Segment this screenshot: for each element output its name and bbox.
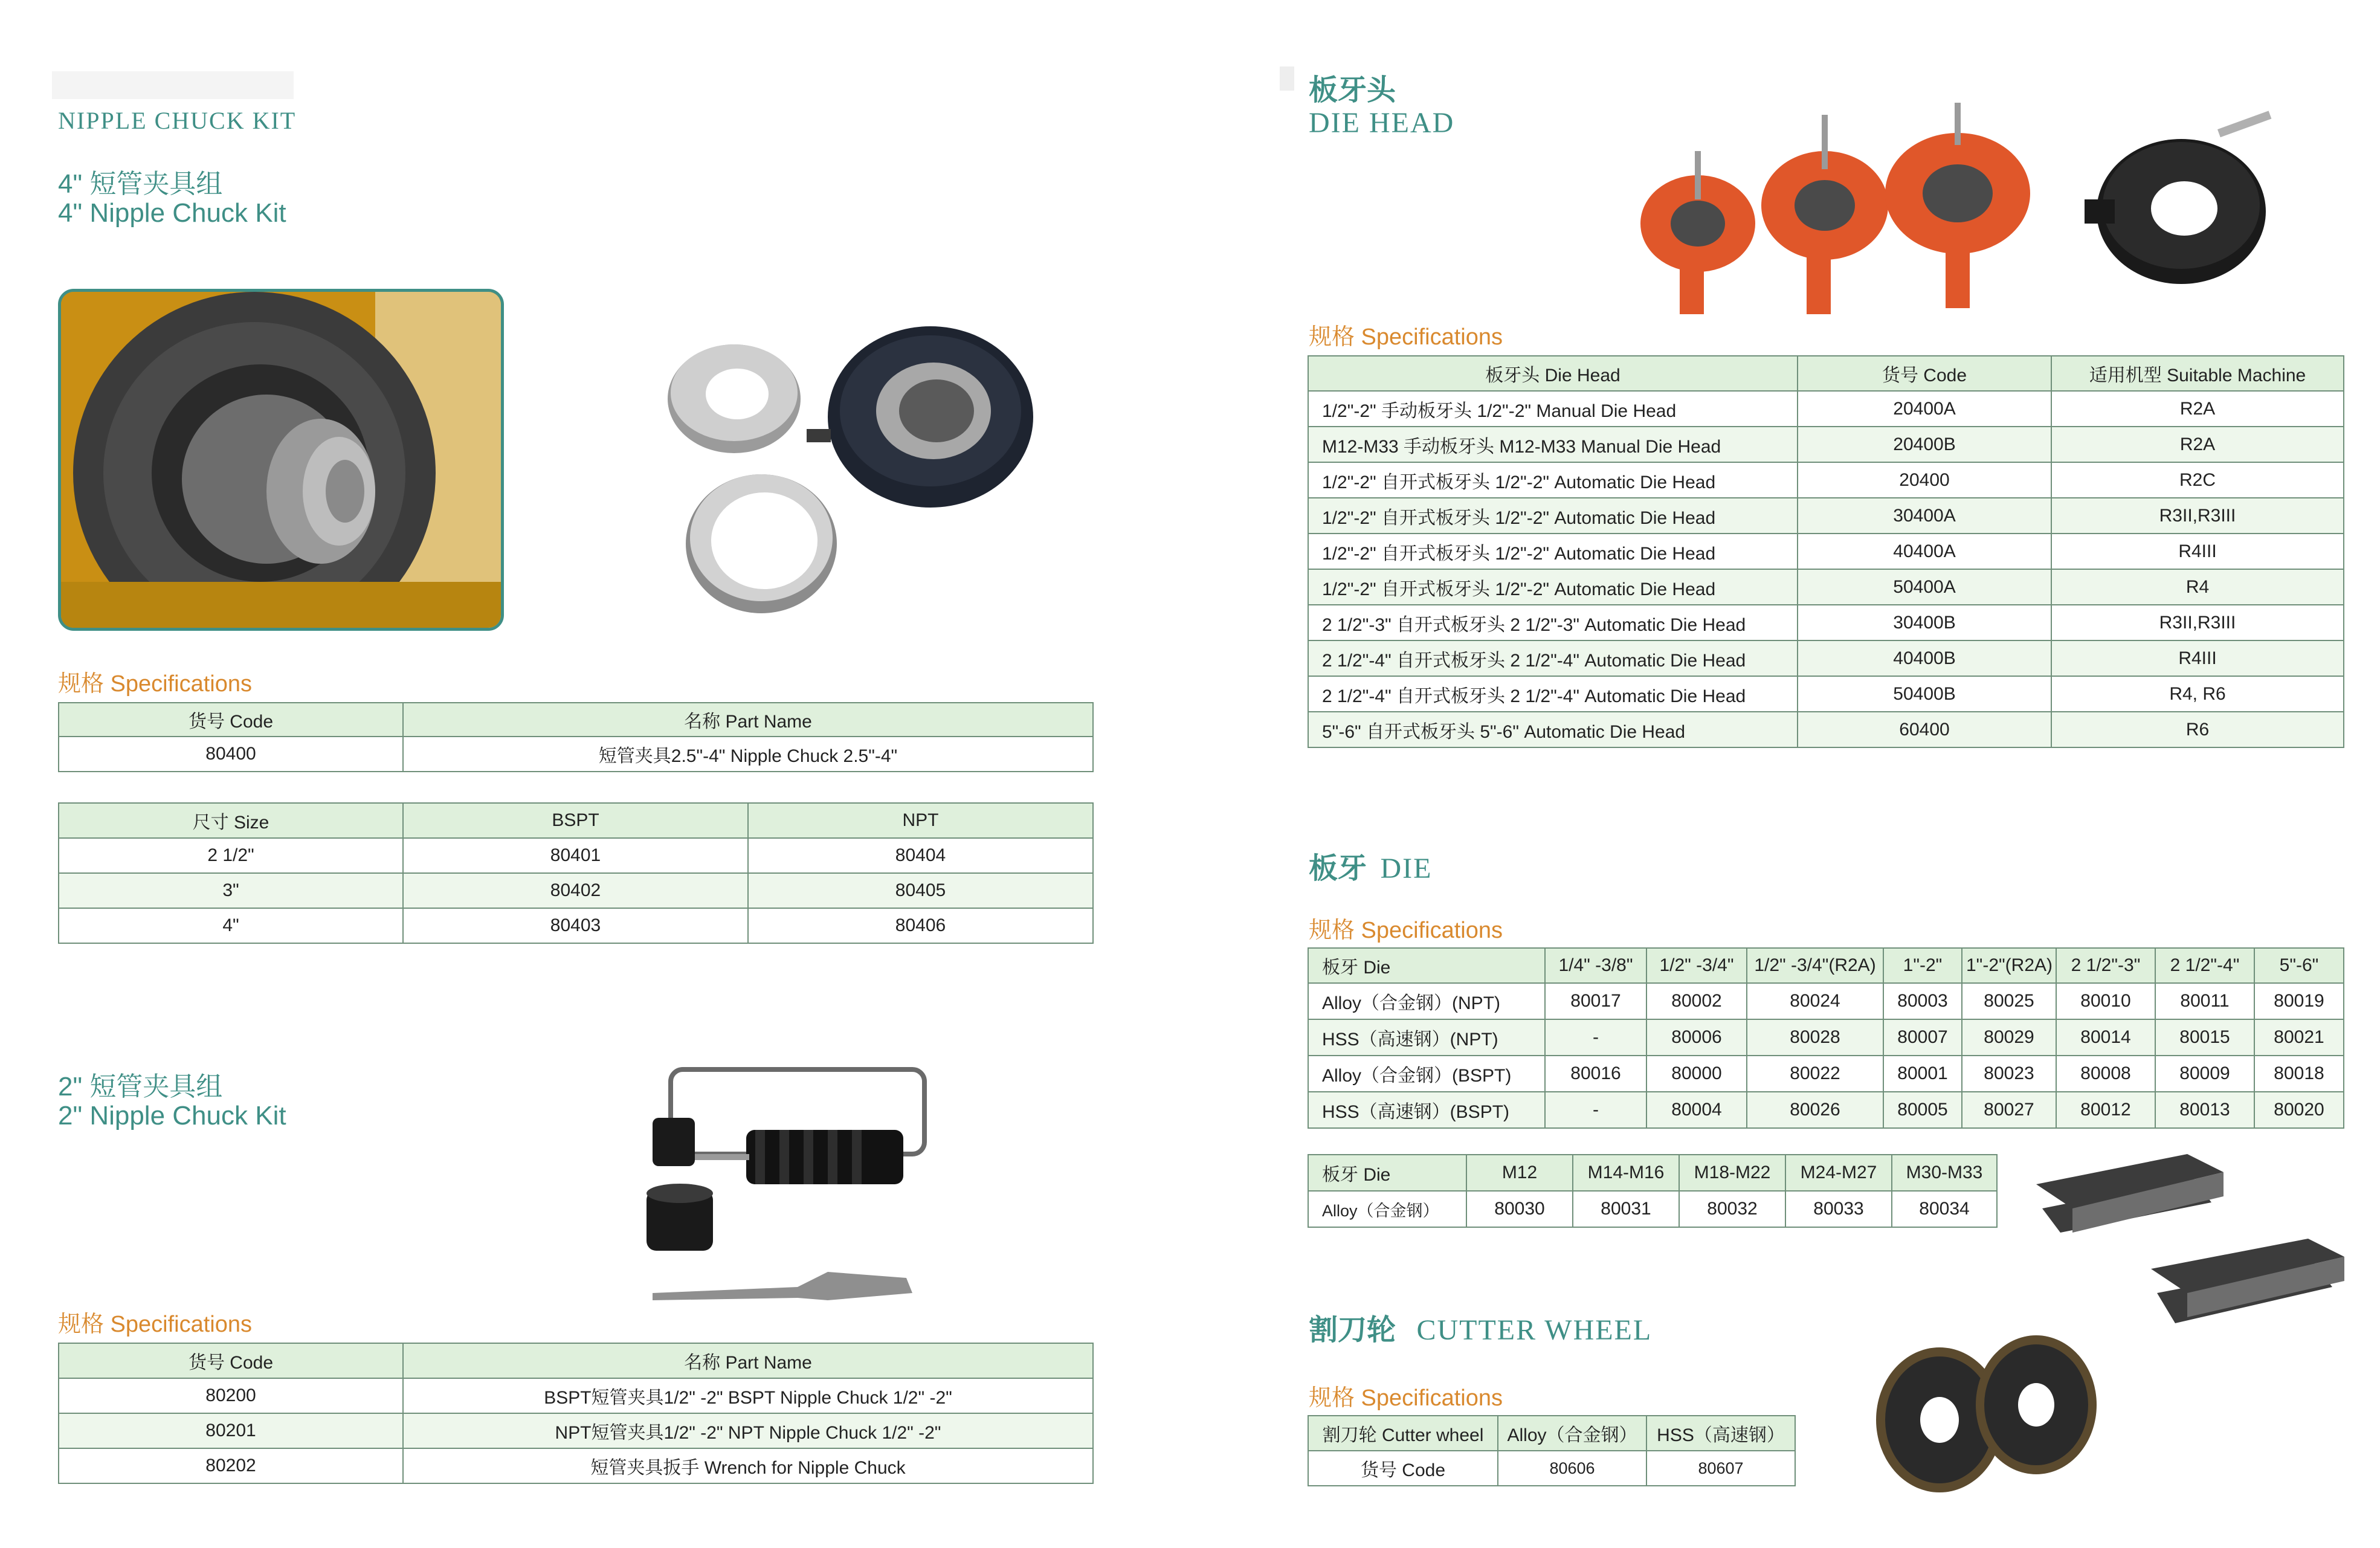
table-row xyxy=(1308,605,2344,640)
cell-machine: R4III xyxy=(2051,534,2344,569)
table-row xyxy=(59,737,1093,772)
cell-code: 80021 xyxy=(2254,1019,2344,1056)
cell-code: 80400 xyxy=(59,737,403,772)
cell-part-name: NPT短管夹具1/2" -2" NPT Nipple Chuck 1/2" -2" xyxy=(403,1413,1093,1448)
cell-code: 80022 xyxy=(1747,1056,1883,1092)
kit4-title-cn: 4" 短管夹具组 xyxy=(58,169,223,199)
die-table xyxy=(1308,947,2344,1129)
nipple-chuck-machine-photo xyxy=(58,289,504,631)
col-header-size: 1"-2" xyxy=(1883,948,1962,983)
col-header-size: 2 1/2"-4" xyxy=(2155,948,2254,983)
col-header-code: 货号 Code xyxy=(59,1343,403,1378)
cell-size: 2 1/2" xyxy=(59,838,403,873)
cell-bspt: 80402 xyxy=(403,873,748,908)
col-header-size: M14-M16 xyxy=(1573,1155,1679,1191)
table-row xyxy=(1308,1191,1997,1227)
cell-machine: R3II,R3III xyxy=(2051,605,2344,640)
table-row xyxy=(1308,676,2344,712)
cell-part-name: 短管夹具2.5"-4" Nipple Chuck 2.5"-4" xyxy=(403,737,1093,772)
col-header-die: 板牙 Die xyxy=(1308,1155,1466,1191)
die-head-orange-photo xyxy=(1631,103,2054,326)
col-header-size: 1/2" -3/4"(R2A) xyxy=(1747,948,1883,983)
cell-code: 80012 xyxy=(2056,1092,2155,1128)
cell-code: 80014 xyxy=(2056,1019,2155,1056)
cell-code: 80024 xyxy=(1747,983,1883,1019)
die-title-cn: 板牙 xyxy=(1309,853,1367,885)
cutter-wheels-photo xyxy=(1873,1329,2103,1498)
cell-machine: R4, R6 xyxy=(2051,676,2344,712)
cell-npt: 80405 xyxy=(748,873,1093,908)
cell-material: Alloy（合金钢）(NPT) xyxy=(1308,983,1545,1019)
top-bar-decoration xyxy=(52,71,294,99)
cell-code: 80031 xyxy=(1573,1191,1679,1227)
table-row xyxy=(1308,1092,2344,1128)
col-header-size: M30-M33 xyxy=(1892,1155,1997,1191)
col-header-alloy: Alloy（合金钢） xyxy=(1498,1416,1646,1451)
spec-label-kit2: 规格 Specifications xyxy=(58,1312,253,1337)
col-header-size: 1/2" -3/4" xyxy=(1646,948,1747,983)
cell-code: 30400A xyxy=(1798,498,2051,534)
spec-label-diehead: 规格 Specifications xyxy=(1309,324,1503,350)
col-header-size: 5"-6" xyxy=(2254,948,2344,983)
kit2-title-cn: 2" 短管夹具组 xyxy=(58,1072,223,1101)
cell-code: 80018 xyxy=(2254,1056,2344,1092)
cell-die-head: M12-M33 手动板牙头 M12-M33 Manual Die Head xyxy=(1308,427,1798,462)
metric-die-table xyxy=(1308,1154,1998,1228)
cell-code: 80023 xyxy=(1962,1056,2056,1092)
table-row xyxy=(1308,1451,1795,1486)
nipple-chuck-2in-kit-photo xyxy=(628,1063,943,1317)
col-header-cutter-wheel: 割刀轮 Cutter wheel xyxy=(1308,1416,1498,1451)
cell-code: 20400B xyxy=(1798,427,2051,462)
cell-code: 80034 xyxy=(1892,1191,1997,1227)
cell-code: 80011 xyxy=(2155,983,2254,1019)
cell-part-name: 短管夹具扳手 Wrench for Nipple Chuck xyxy=(403,1448,1093,1483)
table-row xyxy=(1308,569,2344,605)
cell-code: 50400A xyxy=(1798,569,2051,605)
cell-code: 80033 xyxy=(1785,1191,1892,1227)
cell-machine: R2A xyxy=(2051,391,2344,427)
cell-code: 80007 xyxy=(1883,1019,1962,1056)
cell-code: 80025 xyxy=(1962,983,2056,1019)
cell-code: 80020 xyxy=(2254,1092,2344,1128)
table-row xyxy=(1308,640,2344,676)
die-head-black-photo xyxy=(2078,109,2272,302)
table-row xyxy=(1308,462,2344,498)
kit-heading: NIPPLE CHUCK KIT xyxy=(58,107,297,134)
table-row xyxy=(1308,712,2344,747)
kit2-code-table xyxy=(58,1343,1094,1484)
col-header-size: M24-M27 xyxy=(1785,1155,1892,1191)
nipple-chuck-rings-photo xyxy=(665,326,1039,616)
col-header-size: M18-M22 xyxy=(1679,1155,1785,1191)
kit4-code-table xyxy=(58,702,1094,772)
spec-label-die: 规格 Specifications xyxy=(1309,918,1503,943)
spec-label-kit4: 规格 Specifications xyxy=(58,671,253,697)
cell-code: 80002 xyxy=(1646,983,1747,1019)
cell-code: - xyxy=(1545,1019,1646,1056)
col-header-code: 货号 Code xyxy=(59,703,403,737)
cell-die-head: 2 1/2"-3" 自开式板牙头 2 1/2"-3" Automatic Die Head xyxy=(1308,605,1798,640)
cell-code: 80030 xyxy=(1466,1191,1573,1227)
table-row xyxy=(59,838,1093,873)
cell-code: 80004 xyxy=(1646,1092,1747,1128)
cell-code: 20400 xyxy=(1798,462,2051,498)
col-header-hss: HSS（高速钢） xyxy=(1646,1416,1795,1451)
cell-code: 80003 xyxy=(1883,983,1962,1019)
cell-code: 80015 xyxy=(2155,1019,2254,1056)
table-row xyxy=(59,873,1093,908)
cell-die-head: 1/2"-2" 自开式板牙头 1/2"-2" Automatic Die Head xyxy=(1308,498,1798,534)
cell-code: 50400B xyxy=(1798,676,2051,712)
cell-code: 80029 xyxy=(1962,1019,2056,1056)
col-header-size: M12 xyxy=(1466,1155,1573,1191)
table-row xyxy=(59,1448,1093,1483)
col-header-part-name: 名称 Part Name xyxy=(403,703,1093,737)
cell-code: 20400A xyxy=(1798,391,2051,427)
cell-code: 80009 xyxy=(2155,1056,2254,1092)
cell-die-head: 5"-6" 自开式板牙头 5"-6" Automatic Die Head xyxy=(1308,712,1798,747)
cell-code: 80001 xyxy=(1883,1056,1962,1092)
table-row xyxy=(59,908,1093,943)
table-row xyxy=(1308,498,2344,534)
table-row xyxy=(59,1413,1093,1448)
col-header-size: 尺寸 Size xyxy=(59,803,403,838)
cell-machine: R6 xyxy=(2051,712,2344,747)
spec-label-cutter: 规格 Specifications xyxy=(1309,1385,1503,1411)
table-row xyxy=(1308,427,2344,462)
cutter-title-en: CUTTER WHEEL xyxy=(1416,1314,1653,1346)
cell-die-head: 1/2"-2" 自开式板牙头 1/2"-2" Automatic Die Head xyxy=(1308,569,1798,605)
cell-code: 80013 xyxy=(2155,1092,2254,1128)
cell-code: 80017 xyxy=(1545,983,1646,1019)
cell-code: 80026 xyxy=(1747,1092,1883,1128)
cell-machine: R3II,R3III xyxy=(2051,498,2344,534)
cell-code: 40400B xyxy=(1798,640,2051,676)
cell-bspt: 80403 xyxy=(403,908,748,943)
cutter-title xyxy=(1309,1306,1652,1348)
cell-code: - xyxy=(1545,1092,1646,1128)
kit4-size-table xyxy=(58,802,1094,944)
cell-code: 60400 xyxy=(1798,712,2051,747)
cell-die-head: 2 1/2"-4" 自开式板牙头 2 1/2"-4" Automatic Die Head xyxy=(1308,676,1798,712)
table-row xyxy=(1308,1019,2344,1056)
table-row xyxy=(1308,1056,2344,1092)
die-title-en: DIE xyxy=(1380,853,1433,885)
cell-material: HSS（高速钢）(BSPT) xyxy=(1308,1092,1545,1128)
cell-machine: R2A xyxy=(2051,427,2344,462)
die-title xyxy=(1309,845,1432,886)
table-row xyxy=(59,1378,1093,1413)
cell-part-name: BSPT短管夹具1/2" -2" BSPT Nipple Chuck 1/2" -2" xyxy=(403,1378,1093,1413)
cutter-table xyxy=(1308,1415,1796,1486)
cutter-title-cn: 割刀轮 xyxy=(1309,1314,1396,1346)
cell-material: Alloy（合金钢） xyxy=(1308,1191,1466,1227)
cell-material: Alloy（合金钢）(BSPT) xyxy=(1308,1056,1545,1092)
col-header-size: 1/4" -3/8" xyxy=(1545,948,1646,983)
col-header-die-head: 板牙头 Die Head xyxy=(1308,356,1798,391)
cell-npt: 80406 xyxy=(748,908,1093,943)
cell-code: 80016 xyxy=(1545,1056,1646,1092)
cell-code: 80607 xyxy=(1646,1451,1795,1486)
col-header-size: 1"-2"(R2A) xyxy=(1962,948,2056,983)
cell-code: 80032 xyxy=(1679,1191,1785,1227)
col-header-code: 货号 Code xyxy=(1798,356,2051,391)
cell-code: 80200 xyxy=(59,1378,403,1413)
cell-machine: R4 xyxy=(2051,569,2344,605)
cell-machine: R2C xyxy=(2051,462,2344,498)
cell-code: 80606 xyxy=(1498,1451,1646,1486)
cell-die-head: 1/2"-2" 自开式板牙头 1/2"-2" Automatic Die Head xyxy=(1308,534,1798,569)
col-header-die: 板牙 Die xyxy=(1308,948,1545,983)
cell-code: 30400B xyxy=(1798,605,2051,640)
table-row xyxy=(1308,983,2344,1019)
die-chasers-photo xyxy=(2030,1148,2356,1329)
section-marker xyxy=(1280,66,1294,91)
col-header-bspt: BSPT xyxy=(403,803,748,838)
cell-code: 80006 xyxy=(1646,1019,1747,1056)
cell-code: 80028 xyxy=(1747,1019,1883,1056)
cell-code: 80010 xyxy=(2056,983,2155,1019)
cell-material: HSS（高速钢）(NPT) xyxy=(1308,1019,1545,1056)
col-header-npt: NPT xyxy=(748,803,1093,838)
cell-code: 80202 xyxy=(59,1448,403,1483)
col-header-part-name: 名称 Part Name xyxy=(403,1343,1093,1378)
table-row xyxy=(1308,534,2344,569)
col-header-size: 2 1/2"-3" xyxy=(2056,948,2155,983)
kit2-title-en: 2" Nipple Chuck Kit xyxy=(58,1101,286,1130)
cell-die-head: 2 1/2"-4" 自开式板牙头 2 1/2"-4" Automatic Die Head xyxy=(1308,640,1798,676)
cell-code: 40400A xyxy=(1798,534,2051,569)
cell-code: 80000 xyxy=(1646,1056,1747,1092)
diehead-title-cn: 板牙头 xyxy=(1309,74,1396,106)
col-header-machine: 适用机型 Suitable Machine xyxy=(2051,356,2344,391)
diehead-title-en: DIE HEAD xyxy=(1309,107,1455,139)
cell-machine: R4III xyxy=(2051,640,2344,676)
cell-code: 80027 xyxy=(1962,1092,2056,1128)
cell-code: 80008 xyxy=(2056,1056,2155,1092)
cell-size: 3" xyxy=(59,873,403,908)
cell-die-head: 1/2"-2" 自开式板牙头 1/2"-2" Automatic Die Head xyxy=(1308,462,1798,498)
cell-size: 4" xyxy=(59,908,403,943)
cell-code: 80005 xyxy=(1883,1092,1962,1128)
cell-die-head: 1/2"-2" 手动板牙头 1/2"-2" Manual Die Head xyxy=(1308,391,1798,427)
cell-code-label: 货号 Code xyxy=(1308,1451,1498,1486)
cell-bspt: 80401 xyxy=(403,838,748,873)
table-row xyxy=(1308,391,2344,427)
kit4-title-en: 4" Nipple Chuck Kit xyxy=(58,198,286,228)
cell-code: 80201 xyxy=(59,1413,403,1448)
cell-npt: 80404 xyxy=(748,838,1093,873)
cell-code: 80019 xyxy=(2254,983,2344,1019)
diehead-table xyxy=(1308,355,2344,748)
